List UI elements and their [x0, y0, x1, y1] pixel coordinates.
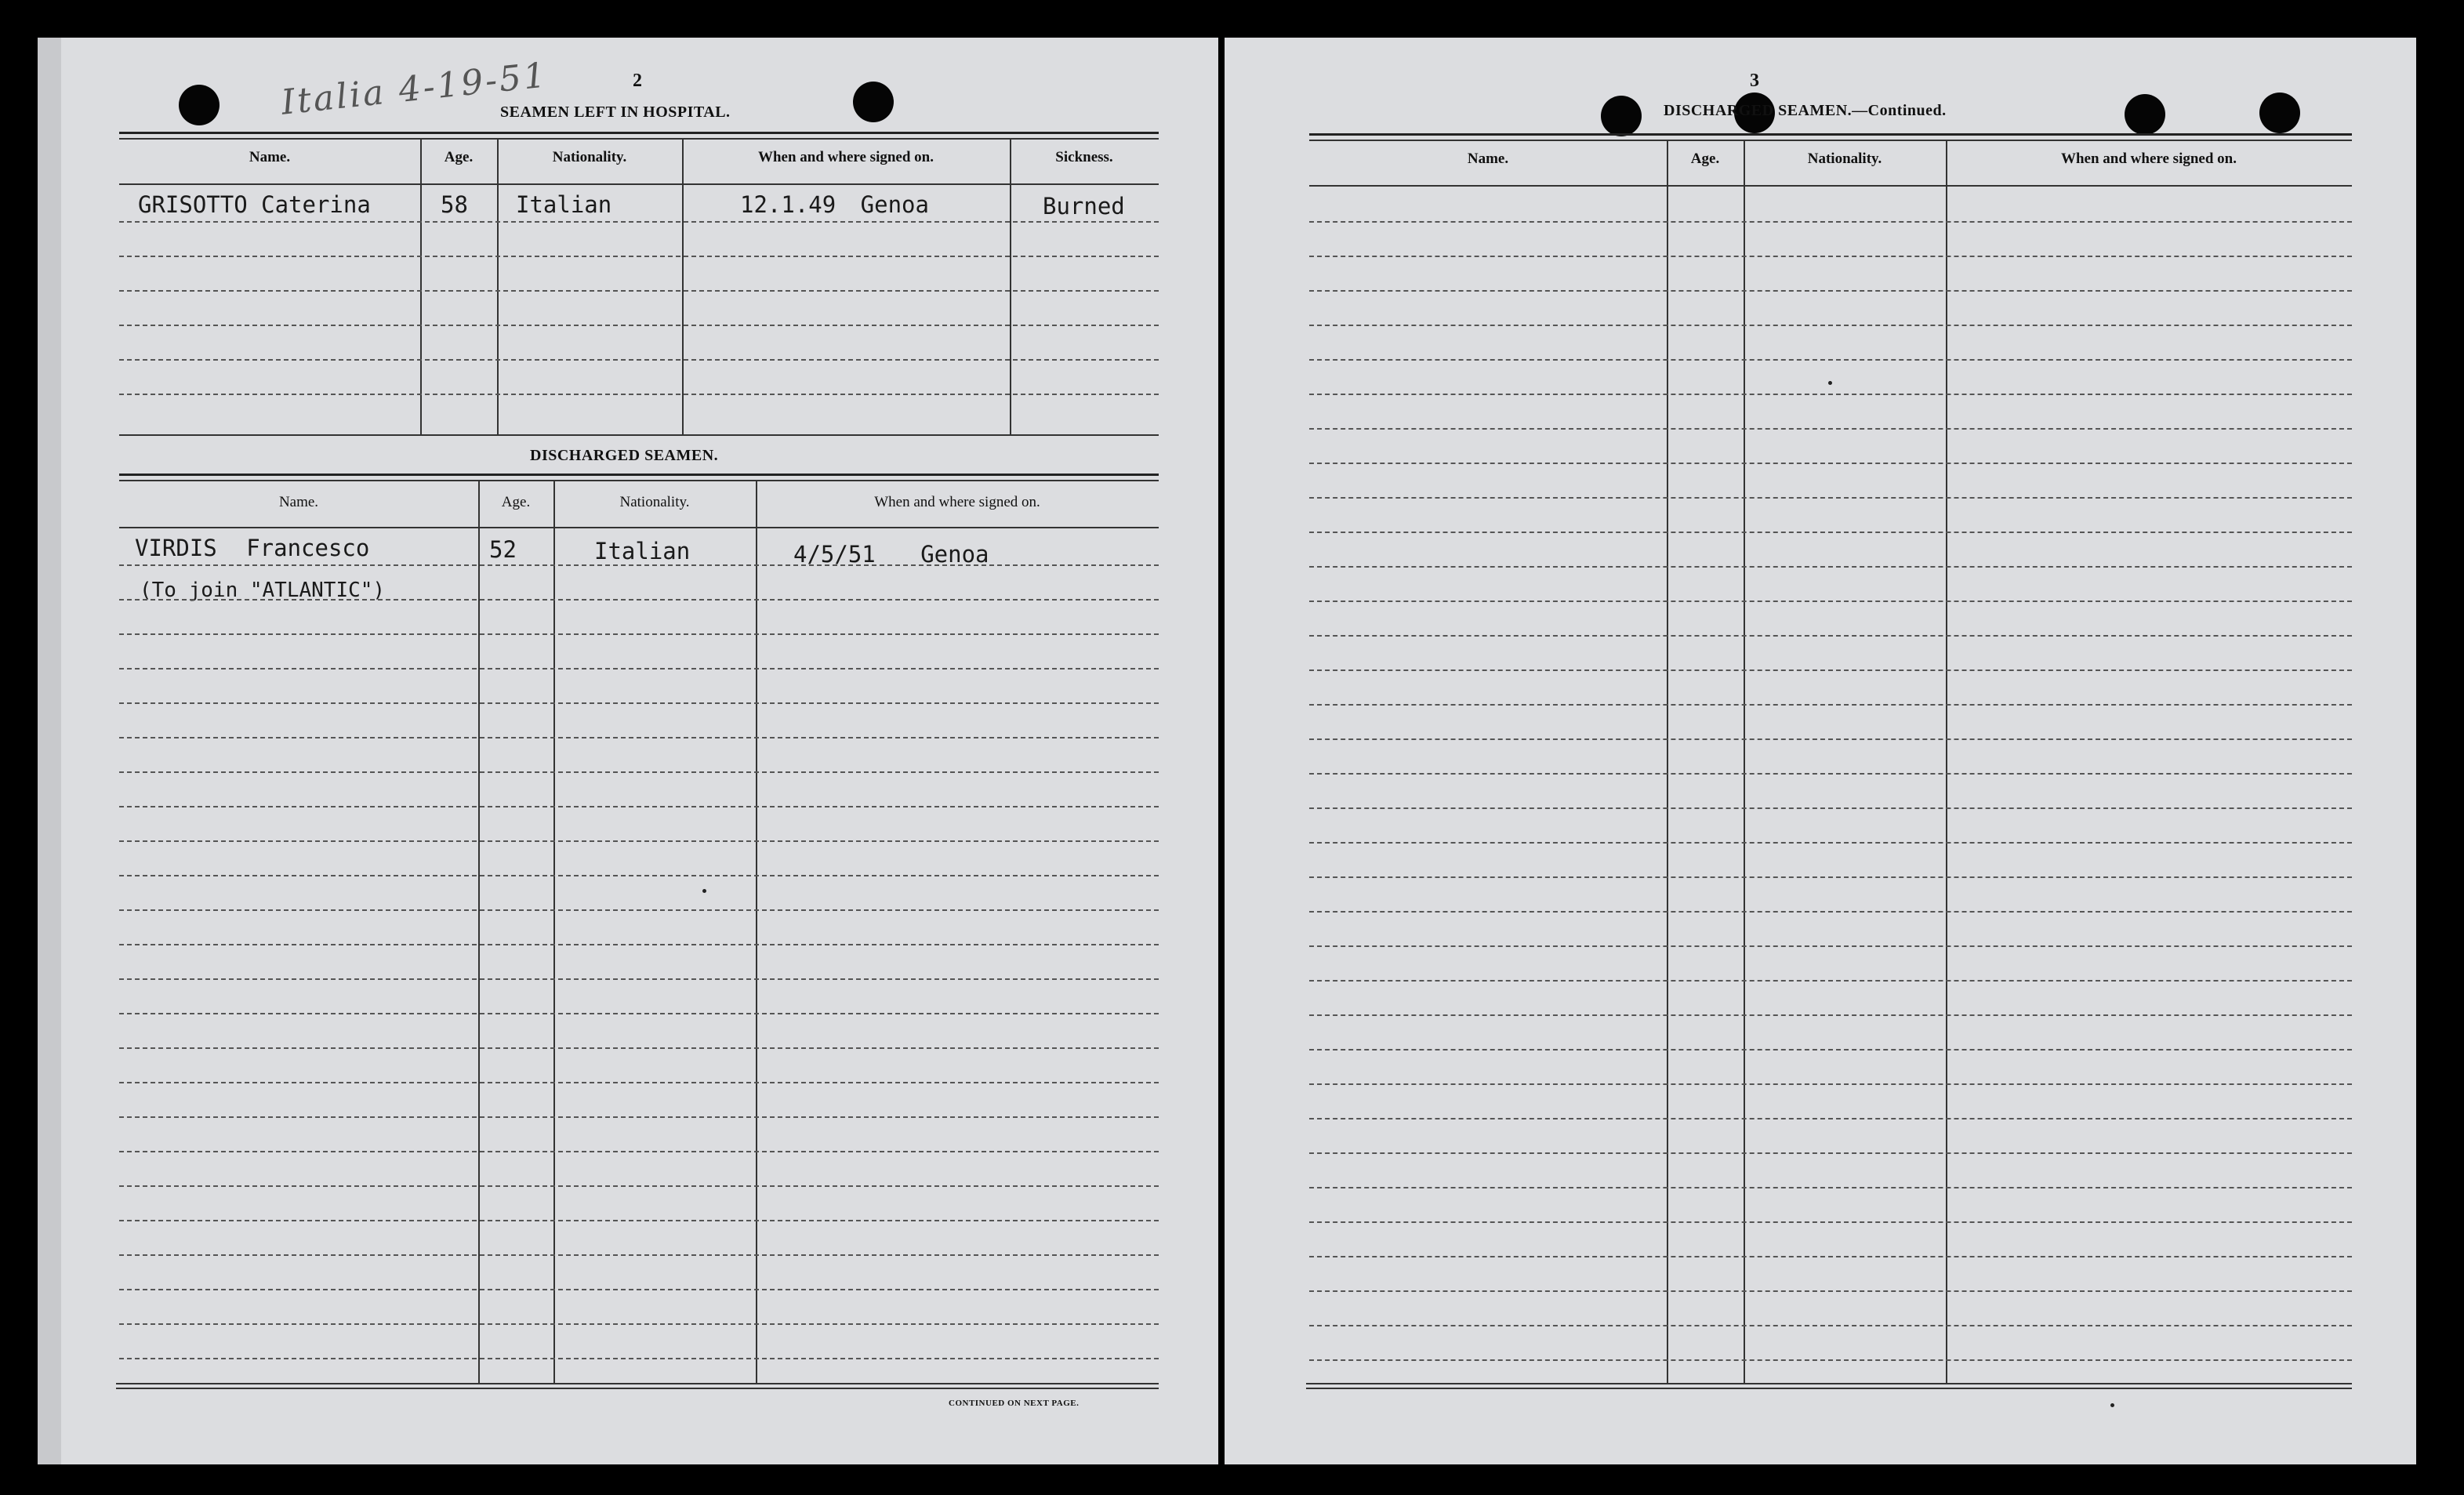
hospital-sickness-cell: Burned	[1043, 193, 1125, 220]
column-header-sickness: Sickness.	[1055, 149, 1113, 165]
discharged-continued-title: DISCHARGED SEAMEN.—Continued.	[1664, 102, 1947, 119]
row-line	[119, 737, 1159, 738]
punch-hole	[853, 82, 894, 122]
row-line	[1309, 532, 2352, 533]
row-line	[119, 1047, 1159, 1049]
row-line	[1309, 325, 2352, 326]
row-line	[119, 1254, 1159, 1256]
column-header-age: Age.	[444, 149, 474, 165]
row-line	[1309, 842, 2352, 844]
row-line	[119, 1116, 1159, 1118]
column-header-name: Name.	[1467, 151, 1509, 167]
speck	[1828, 381, 1832, 385]
row-line	[1309, 463, 2352, 464]
column-header-nationality: Nationality.	[552, 149, 627, 165]
table-rule	[1306, 1388, 2352, 1389]
column-header-signed-on: When and where signed on.	[757, 149, 934, 165]
row-line	[1309, 876, 2352, 878]
row-line	[1309, 945, 2352, 947]
punch-hole	[2259, 93, 2300, 133]
row-line	[119, 806, 1159, 807]
column-divider	[1010, 138, 1011, 434]
column-header-nationality: Nationality.	[1807, 151, 1882, 167]
row-line	[1309, 1014, 2352, 1016]
row-line	[119, 1013, 1159, 1014]
table-rule	[1309, 133, 2352, 136]
row-line	[1309, 394, 2352, 395]
row-line	[1309, 635, 2352, 637]
row-line	[1309, 1083, 2352, 1085]
table-rule	[1306, 1383, 2352, 1384]
discharged-section-title: DISCHARGED SEAMEN.	[530, 447, 719, 464]
discharged-note-cell: (To join "ATLANTIC")	[140, 579, 386, 602]
hospital-age-cell: 58	[441, 191, 468, 218]
row-line	[1309, 497, 2352, 499]
row-line	[119, 633, 1159, 635]
row-line	[1309, 359, 2352, 361]
row-line	[1309, 1256, 2352, 1257]
row-line	[1309, 1359, 2352, 1361]
column-header-name: Name.	[249, 149, 291, 165]
row-line	[1309, 773, 2352, 775]
row-line	[1309, 807, 2352, 809]
table-rule	[119, 434, 1159, 436]
row-line	[119, 221, 1159, 223]
row-line	[1309, 1290, 2352, 1292]
table-rule	[119, 132, 1159, 134]
punch-hole	[1601, 96, 1642, 136]
column-divider	[682, 138, 684, 434]
column-divider	[553, 480, 555, 1383]
discharged-nationality-cell: Italian	[594, 538, 691, 564]
table-rule	[119, 480, 1159, 481]
column-header-nationality: Nationality.	[619, 494, 690, 510]
speck	[702, 889, 706, 893]
handwritten-note: Italia 4-19-51	[279, 55, 550, 123]
row-line	[119, 944, 1159, 945]
discharged-signed-on-cell: 4/5/51 Genoa	[793, 541, 989, 568]
row-line	[119, 702, 1159, 704]
row-line	[1309, 221, 2352, 223]
row-line	[1309, 566, 2352, 568]
row-line	[1309, 1152, 2352, 1154]
row-line	[119, 909, 1159, 911]
row-line	[119, 978, 1159, 980]
page-edge-shadow	[38, 38, 61, 1464]
column-header-signed-on: When and where signed on.	[2060, 151, 2237, 167]
row-line	[1309, 1325, 2352, 1326]
table-rule	[119, 138, 1159, 140]
row-line	[119, 1220, 1159, 1221]
row-line	[119, 1289, 1159, 1290]
row-line	[1309, 428, 2352, 430]
table-rule	[119, 527, 1159, 528]
row-line	[119, 840, 1159, 842]
hospital-section-title: SEAMEN LEFT IN HOSPITAL.	[500, 103, 731, 121]
row-line	[119, 875, 1159, 876]
page-number: 3	[1750, 71, 1759, 91]
row-line	[119, 1082, 1159, 1083]
row-line	[1309, 1221, 2352, 1223]
row-line	[1309, 1118, 2352, 1119]
table-rule	[116, 1388, 1159, 1389]
row-line	[1309, 1187, 2352, 1188]
column-header-age: Age.	[501, 494, 531, 510]
row-line	[119, 1185, 1159, 1187]
row-line	[1309, 290, 2352, 292]
row-line	[119, 1358, 1159, 1359]
row-line	[119, 256, 1159, 257]
table-rule	[116, 1383, 1159, 1384]
column-divider	[478, 480, 480, 1383]
table-rule	[119, 183, 1159, 185]
discharged-age-cell: 52	[489, 536, 517, 563]
column-divider	[497, 138, 499, 434]
row-line	[1309, 980, 2352, 982]
punch-hole	[179, 85, 220, 125]
row-line	[119, 290, 1159, 292]
row-line	[119, 668, 1159, 669]
column-header-name: Name.	[278, 494, 319, 510]
right-page	[1225, 38, 2416, 1464]
column-divider	[420, 138, 422, 434]
row-line	[119, 564, 1159, 566]
column-header-signed-on: When and where signed on.	[874, 494, 1040, 510]
row-line	[1309, 1049, 2352, 1050]
row-line	[119, 325, 1159, 326]
row-line	[119, 1323, 1159, 1325]
row-line	[1309, 669, 2352, 671]
table-rule	[119, 474, 1159, 476]
hospital-signed-on-cell: 12.1.49 Genoa	[740, 191, 929, 218]
column-header-age: Age.	[1690, 151, 1720, 167]
row-line	[119, 394, 1159, 395]
left-page	[38, 38, 1218, 1464]
continued-footer: CONTINUED ON NEXT PAGE.	[949, 1399, 1080, 1408]
row-line	[1309, 256, 2352, 257]
punch-hole	[2125, 94, 2165, 135]
row-line	[1309, 601, 2352, 602]
hospital-nationality-cell: Italian	[516, 191, 612, 218]
hospital-name-cell: GRISOTTO Caterina	[138, 191, 371, 218]
row-line	[1309, 704, 2352, 706]
discharged-name-cell: VIRDIS Francesco	[135, 535, 370, 561]
row-line	[119, 599, 1159, 601]
column-divider	[756, 480, 757, 1383]
row-line	[119, 1151, 1159, 1152]
row-line	[119, 359, 1159, 361]
row-line	[1309, 738, 2352, 740]
row-line	[119, 771, 1159, 773]
speck	[2110, 1403, 2114, 1407]
table-rule	[1309, 140, 2352, 141]
page-number: 2	[633, 71, 642, 91]
table-rule	[1309, 185, 2352, 187]
row-line	[1309, 911, 2352, 913]
